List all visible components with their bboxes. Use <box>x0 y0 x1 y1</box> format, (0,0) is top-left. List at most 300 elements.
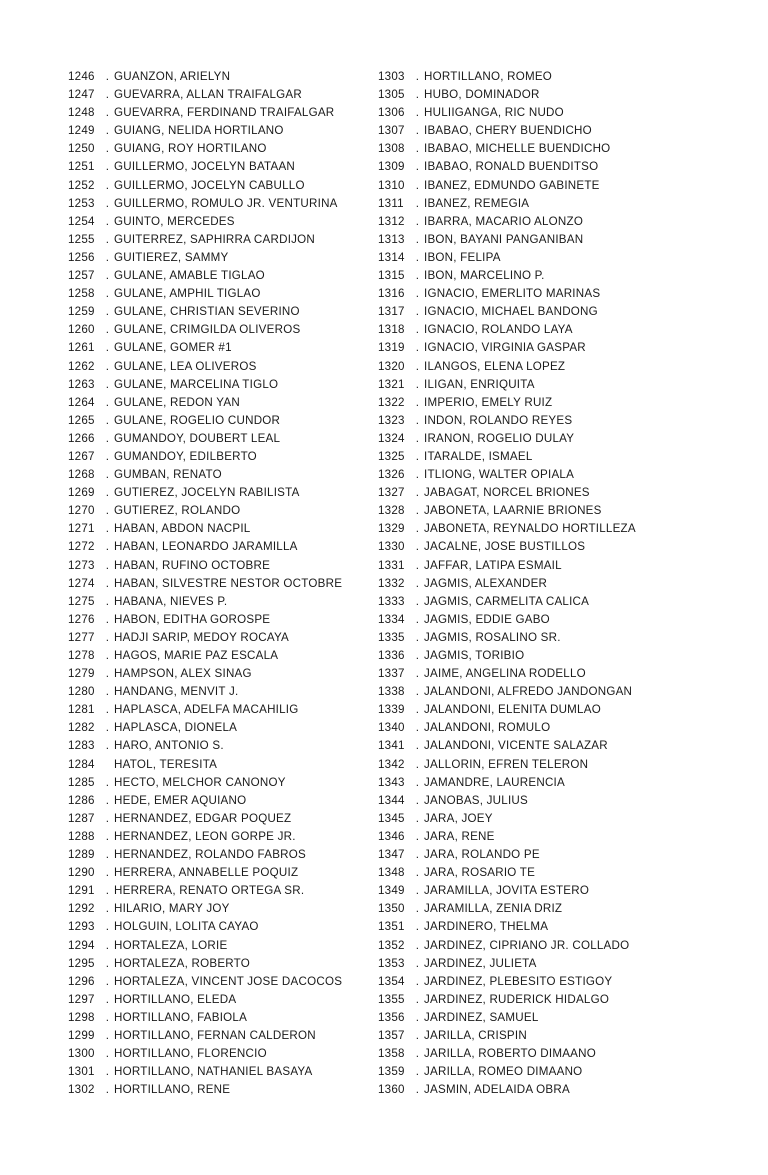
entry-number: 1267 <box>68 449 95 463</box>
entry-number: 1269 <box>68 486 95 500</box>
entry-number: 1316 <box>378 287 405 301</box>
entry-separator: . <box>415 88 420 102</box>
name-list-row <box>378 466 698 484</box>
name-list-row <box>378 955 698 973</box>
entry-name: JARILLA, ROBERTO DIMAANO <box>424 1047 597 1061</box>
name-list-row <box>378 665 698 683</box>
entry-separator: . <box>415 359 420 373</box>
name-list-row <box>68 303 378 321</box>
entry-separator: . <box>415 793 420 807</box>
entry-name: HERNANDEZ, LEON GORPE JR. <box>114 829 296 843</box>
entry-number: 1348 <box>378 866 405 880</box>
entry-number: 1248 <box>68 106 95 120</box>
entry-name: GULANE, ROGELIO CUNDOR <box>114 413 281 427</box>
name-list-row <box>378 339 698 357</box>
entry-separator: . <box>105 576 110 590</box>
entry-separator: . <box>105 250 110 264</box>
name-list-row <box>378 973 698 991</box>
name-list-row <box>68 647 378 665</box>
entry-number: 1333 <box>378 594 405 608</box>
entry-number: 1276 <box>68 612 95 626</box>
entry-separator: . <box>105 1083 110 1097</box>
entry-name: GULANE, REDON YAN <box>114 395 240 409</box>
entry-name: HATOL, TERESITA <box>114 757 218 771</box>
name-list-row <box>378 68 698 86</box>
entry-name: IRANON, ROGELIO DULAY <box>424 431 575 445</box>
entry-number: 1280 <box>68 685 95 699</box>
name-list-row <box>68 231 378 249</box>
entry-number: 1330 <box>378 540 405 554</box>
entry-separator: . <box>415 196 420 210</box>
entry-number: 1289 <box>68 848 95 862</box>
entry-number: 1255 <box>68 232 95 246</box>
name-list-row <box>378 448 698 466</box>
entry-name: ITARALDE, ISMAEL <box>424 449 533 463</box>
entry-separator: . <box>105 811 110 825</box>
entry-separator: . <box>415 522 420 536</box>
entry-number: 1321 <box>378 377 405 391</box>
entry-separator: . <box>105 992 110 1006</box>
entry-name: HABAN, ABDON NACPIL <box>114 522 251 536</box>
entry-number: 1329 <box>378 522 405 536</box>
entry-number: 1353 <box>378 956 405 970</box>
name-list-row <box>68 575 378 593</box>
entry-number: 1262 <box>68 359 95 373</box>
entry-name: JAIME, ANGELINA RODELLO <box>424 667 586 681</box>
entry-separator: . <box>105 685 110 699</box>
entry-separator: . <box>415 341 420 355</box>
name-list-row <box>378 158 698 176</box>
name-list-row <box>68 810 378 828</box>
entry-name: HADJI SARIP, MEDOY ROCAYA <box>114 630 290 644</box>
name-list-row <box>68 502 378 520</box>
entry-separator: . <box>105 106 110 120</box>
entry-name: HEDE, EMER AQUIANO <box>114 793 247 807</box>
entry-name: GUITERREZ, SAPHIRRA CARDIJON <box>114 232 316 246</box>
entry-number: 1254 <box>68 214 95 228</box>
entry-separator: . <box>105 630 110 644</box>
entry-name: HABON, EDITHA GOROSPE <box>114 612 271 626</box>
entry-number: 1278 <box>68 649 95 662</box>
name-list-row <box>378 231 698 249</box>
entry-number: 1324 <box>378 431 405 445</box>
entry-separator: . <box>415 848 420 862</box>
entry-name: JARA, RENE <box>424 829 495 843</box>
entry-number: 1291 <box>68 884 95 898</box>
entry-name: GUILLERMO, JOCELYN BATAAN <box>114 160 296 174</box>
name-list-column-left <box>68 68 378 1099</box>
entry-number: 1252 <box>68 178 95 192</box>
name-list-row <box>68 1063 378 1081</box>
entry-name: JARDINEZ, CIPRIANO JR. COLLADO <box>424 938 630 952</box>
entry-number: 1266 <box>68 431 95 445</box>
entry-name: HAPLASCA, DIONELA <box>114 721 238 735</box>
name-list-row <box>68 900 378 918</box>
entry-name: JAGMIS, ALEXANDER <box>424 576 548 590</box>
entry-number: 1331 <box>378 558 405 572</box>
name-list-row <box>68 1081 378 1099</box>
entry-name: GUEVARRA, FERDINAND TRAIFALGAR <box>114 106 335 120</box>
entry-name: JARDINEZ, PLEBESITO ESTIGOY <box>424 974 613 988</box>
entry-number: 1318 <box>378 323 405 337</box>
entry-name: HORTALEZA, ROBERTO <box>114 956 251 970</box>
entry-separator: . <box>415 884 420 898</box>
entry-separator: . <box>105 649 110 662</box>
entry-separator: . <box>415 866 420 880</box>
name-list-row <box>68 774 378 792</box>
entry-separator: . <box>105 504 110 518</box>
name-list-row <box>378 882 698 900</box>
entry-number: 1320 <box>378 359 405 373</box>
name-list-row <box>68 719 378 737</box>
name-list-row <box>68 538 378 556</box>
entry-separator: . <box>105 522 110 536</box>
name-list-row <box>378 394 698 412</box>
entry-name: JARAMILLA, JOVITA ESTERO <box>424 884 590 898</box>
entry-separator: . <box>415 323 420 337</box>
entry-number: 1298 <box>68 1010 95 1024</box>
name-list-row <box>378 756 698 774</box>
name-list-row <box>378 683 698 701</box>
entry-number: 1287 <box>68 811 95 825</box>
entry-separator: . <box>105 703 110 717</box>
entry-name: JARAMILLA, ZENIA DRIZ <box>424 902 563 916</box>
entry-number: 1256 <box>68 250 95 264</box>
entry-separator: . <box>105 431 110 445</box>
entry-number: 1274 <box>68 576 95 590</box>
entry-name: HERRERA, RENATO ORTEGA SR. <box>114 884 305 898</box>
entry-separator: . <box>415 902 420 916</box>
entry-name: IBANEZ, REMEGIA <box>424 196 530 210</box>
entry-name: HAMPSON, ALEX SINAG <box>114 667 252 681</box>
entry-number: 1303 <box>378 70 405 83</box>
entry-separator: . <box>415 214 420 228</box>
entry-name: JARA, JOEY <box>424 811 493 825</box>
entry-number: 1294 <box>68 938 95 952</box>
entry-name: IGNACIO, MICHAEL BANDONG <box>424 305 598 319</box>
entry-separator: . <box>105 1028 110 1042</box>
entry-number: 1300 <box>68 1047 95 1061</box>
entry-separator: . <box>415 920 420 934</box>
entry-separator: . <box>415 142 420 156</box>
entry-number: 1358 <box>378 1047 405 1061</box>
entry-name: JAGMIS, TORIBIO <box>424 649 525 662</box>
name-list-row <box>378 719 698 737</box>
entry-number: 1249 <box>68 124 95 138</box>
entry-name: INDON, ROLANDO REYES <box>424 413 573 427</box>
entry-name: JASMIN, ADELAIDA OBRA <box>424 1083 570 1097</box>
entry-separator: . <box>105 178 110 192</box>
entry-name: IBON, MARCELINO P. <box>424 269 545 283</box>
entry-number: 1259 <box>68 305 95 319</box>
entry-number: 1265 <box>68 413 95 427</box>
entry-name: HABAN, SILVESTRE NESTOR OCTOBRE <box>114 576 343 590</box>
entry-separator: . <box>415 703 420 717</box>
entry-separator: . <box>105 1065 110 1079</box>
entry-separator: . <box>105 377 110 391</box>
name-list-row <box>378 810 698 828</box>
entry-separator: . <box>415 576 420 590</box>
entry-separator: . <box>105 540 110 554</box>
entry-number: 1332 <box>378 576 405 590</box>
entry-name: HERNANDEZ, ROLANDO FABROS <box>114 848 306 862</box>
entry-separator: . <box>105 938 110 952</box>
entry-name: HILARIO, MARY JOY <box>114 902 230 916</box>
entry-name: HORTILLANO, ELEDA <box>114 992 237 1006</box>
entry-number: 1246 <box>68 70 95 83</box>
entry-separator: . <box>415 124 420 138</box>
entry-number: 1309 <box>378 160 405 174</box>
entry-number: 1347 <box>378 848 405 862</box>
entry-separator: . <box>105 341 110 355</box>
entry-number: 1341 <box>378 739 405 753</box>
entry-number: 1323 <box>378 413 405 427</box>
entry-separator: . <box>105 956 110 970</box>
name-list-column-right <box>378 68 698 1099</box>
entry-separator: . <box>415 486 420 500</box>
name-list-row <box>378 1063 698 1081</box>
name-list-row <box>68 937 378 955</box>
entry-separator: . <box>415 974 420 988</box>
entry-number: 1350 <box>378 902 405 916</box>
entry-name: HABAN, LEONARDO JARAMILLA <box>114 540 298 554</box>
name-list-row <box>68 412 378 430</box>
name-list-row <box>68 846 378 864</box>
name-list-row <box>68 177 378 195</box>
entry-name: JARDINERO, THELMA <box>424 920 549 934</box>
entry-number: 1343 <box>378 775 405 789</box>
entry-separator: . <box>105 829 110 843</box>
entry-name: JALANDONI, ALFREDO JANDONGAN <box>424 685 633 699</box>
name-list-row <box>378 701 698 719</box>
name-list-row <box>378 991 698 1009</box>
entry-name: GULANE, CHRISTIAN SEVERINO <box>114 305 300 319</box>
entry-separator: . <box>105 739 110 753</box>
name-list-row <box>378 412 698 430</box>
name-list-row <box>68 339 378 357</box>
entry-name: GULANE, GOMER #1 <box>114 341 232 355</box>
entry-separator: . <box>415 721 420 735</box>
name-list-row <box>68 158 378 176</box>
entry-separator: . <box>415 612 420 626</box>
entry-name: HECTO, MELCHOR CANONOY <box>114 775 286 789</box>
entry-separator: . <box>105 214 110 228</box>
name-list-row <box>378 520 698 538</box>
entry-name: IBON, BAYANI PANGANIBAN <box>424 232 584 246</box>
name-list-row <box>68 394 378 412</box>
entry-number: 1272 <box>68 540 95 554</box>
name-list-row <box>68 611 378 629</box>
entry-number: 1282 <box>68 721 95 735</box>
entry-number: 1311 <box>378 196 404 210</box>
entry-name: HORTILLANO, RENE <box>114 1083 231 1097</box>
entry-separator: . <box>415 178 420 192</box>
name-list-row <box>68 376 378 394</box>
entry-number: 1286 <box>68 793 95 807</box>
entry-separator: . <box>105 196 110 210</box>
entry-number: 1268 <box>68 468 95 482</box>
name-list-row <box>68 466 378 484</box>
entry-name: JARILLA, CRISPIN <box>424 1028 527 1042</box>
name-list-row <box>378 1027 698 1045</box>
entry-name: GUANZON, ARIELYN <box>114 70 231 83</box>
entry-separator: . <box>105 160 110 174</box>
entry-separator: . <box>415 269 420 283</box>
entry-number: 1277 <box>68 630 95 644</box>
entry-name: IBANEZ, EDMUNDO GABINETE <box>424 178 600 192</box>
name-list-row <box>68 629 378 647</box>
entry-separator: . <box>415 468 420 482</box>
entry-name: GULANE, LEA OLIVEROS <box>114 359 257 373</box>
entry-separator: . <box>105 848 110 862</box>
entry-name: JALANDONI, VICENTE SALAZAR <box>424 739 608 753</box>
entry-name: HORTILLANO, FABIOLA <box>114 1010 248 1024</box>
name-list-row <box>378 828 698 846</box>
entry-number: 1314 <box>378 250 405 264</box>
name-list-columns <box>0 68 768 1099</box>
entry-separator: . <box>415 1065 420 1079</box>
entry-number: 1327 <box>378 486 405 500</box>
name-list-row <box>378 918 698 936</box>
entry-number: 1335 <box>378 630 405 644</box>
name-list-row <box>68 683 378 701</box>
entry-name: HABAN, RUFINO OCTOBRE <box>114 558 271 572</box>
entry-name: GULANE, AMPHIL TIGLAO <box>114 287 261 301</box>
name-list-row <box>68 701 378 719</box>
entry-name: GUILLERMO, JOCELYN CABULLO <box>114 178 305 192</box>
name-list-row <box>378 303 698 321</box>
entry-separator: . <box>415 106 420 120</box>
name-list-row <box>68 430 378 448</box>
entry-name: JALANDONI, ROMULO <box>424 721 551 735</box>
entry-number: 1290 <box>68 866 95 880</box>
entry-name: ILANGOS, ELENA LOPEZ <box>424 359 566 373</box>
entry-number: 1308 <box>378 142 405 156</box>
name-list-row <box>378 937 698 955</box>
entry-number: 1261 <box>68 341 95 355</box>
name-list-row <box>68 86 378 104</box>
entry-separator: . <box>105 124 110 138</box>
entry-name: JALLORIN, EFREN TELERON <box>424 757 589 771</box>
entry-name: HORTALEZA, LORIE <box>114 938 228 952</box>
entry-separator: . <box>415 1047 420 1061</box>
entry-name: IBABAO, CHERY BUENDICHO <box>424 124 592 138</box>
entry-separator: . <box>415 1028 420 1042</box>
entry-separator: . <box>105 594 110 608</box>
entry-number: 1357 <box>378 1028 405 1042</box>
entry-separator: . <box>105 1047 110 1061</box>
entry-number: 1285 <box>68 775 95 789</box>
entry-separator: . <box>415 775 420 789</box>
entry-name: JABAGAT, NORCEL BRIONES <box>424 486 590 500</box>
entry-number: 1351 <box>378 920 405 934</box>
name-list-row <box>68 665 378 683</box>
entry-name: GUILLERMO, ROMULO JR. VENTURINA <box>114 196 338 210</box>
entry-separator: . <box>415 630 420 644</box>
entry-number: 1270 <box>68 504 95 518</box>
entry-number: 1306 <box>378 106 405 120</box>
name-list-row <box>378 430 698 448</box>
entry-name: HARO, ANTONIO S. <box>114 739 224 753</box>
entry-name: IGNACIO, ROLANDO LAYA <box>424 323 573 337</box>
entry-separator: . <box>415 558 420 572</box>
entry-number: 1253 <box>68 196 95 210</box>
entry-name: HORTILLANO, ROMEO <box>424 70 553 83</box>
entry-separator: . <box>415 829 420 843</box>
entry-number: 1283 <box>68 739 95 753</box>
entry-name: JABONETA, LAARNIE BRIONES <box>424 504 602 518</box>
name-list-row <box>378 177 698 195</box>
name-list-row <box>68 882 378 900</box>
entry-number: 1251 <box>68 160 95 174</box>
entry-name: HORTILLANO, FERNAN CALDERON <box>114 1028 316 1042</box>
entry-number: 1250 <box>68 142 95 156</box>
entry-number: 1360 <box>378 1083 405 1097</box>
entry-number: 1301 <box>68 1065 95 1079</box>
entry-number: 1328 <box>378 504 405 518</box>
entry-number: 1319 <box>378 341 405 355</box>
entry-number: 1336 <box>378 649 405 662</box>
entry-number: 1305 <box>378 88 405 102</box>
entry-number: 1271 <box>68 522 95 536</box>
entry-separator: . <box>105 413 110 427</box>
entry-separator: . <box>105 920 110 934</box>
entry-number: 1288 <box>68 829 95 843</box>
name-list-row <box>68 593 378 611</box>
name-list-row <box>378 376 698 394</box>
entry-separator: . <box>105 287 110 301</box>
entry-separator: . <box>105 866 110 880</box>
name-list-row <box>68 267 378 285</box>
entry-separator: . <box>105 232 110 246</box>
entry-separator: . <box>415 956 420 970</box>
entry-separator: . <box>105 468 110 482</box>
entry-separator: . <box>105 612 110 626</box>
entry-number: 1257 <box>68 269 95 283</box>
entry-number: 1325 <box>378 449 405 463</box>
entry-number: 1275 <box>68 594 95 608</box>
entry-separator: . <box>415 305 420 319</box>
name-list-row <box>68 991 378 1009</box>
name-list-row <box>378 195 698 213</box>
entry-number: 1264 <box>68 395 95 409</box>
name-list-row <box>68 864 378 882</box>
name-list-row <box>378 774 698 792</box>
entry-name: HORTILLANO, FLORENCIO <box>114 1047 267 1061</box>
entry-separator: . <box>415 667 420 681</box>
entry-name: HERRERA, ANNABELLE POQUIZ <box>114 866 299 880</box>
entry-separator: . <box>105 667 110 681</box>
name-list-row <box>68 737 378 755</box>
name-list-row <box>68 792 378 810</box>
entry-name: HOLGUIN, LOLITA CAYAO <box>114 920 259 934</box>
entry-name: HULIIGANGA, RIC NUDO <box>424 106 564 120</box>
entry-number: 1295 <box>68 956 95 970</box>
entry-separator: . <box>105 558 110 572</box>
name-list-row <box>378 629 698 647</box>
entry-name: HORTILLANO, NATHANIEL BASAYA <box>114 1065 313 1079</box>
entry-number: 1345 <box>378 811 405 825</box>
entry-separator: . <box>105 793 110 807</box>
entry-number: 1258 <box>68 287 95 301</box>
entry-number: 1356 <box>378 1010 405 1024</box>
entry-number: 1302 <box>68 1083 95 1097</box>
name-list-row <box>378 846 698 864</box>
entry-name: GUITIEREZ, SAMMY <box>114 250 229 264</box>
name-list-row <box>378 140 698 158</box>
name-list-row <box>68 321 378 339</box>
name-list-row <box>378 611 698 629</box>
